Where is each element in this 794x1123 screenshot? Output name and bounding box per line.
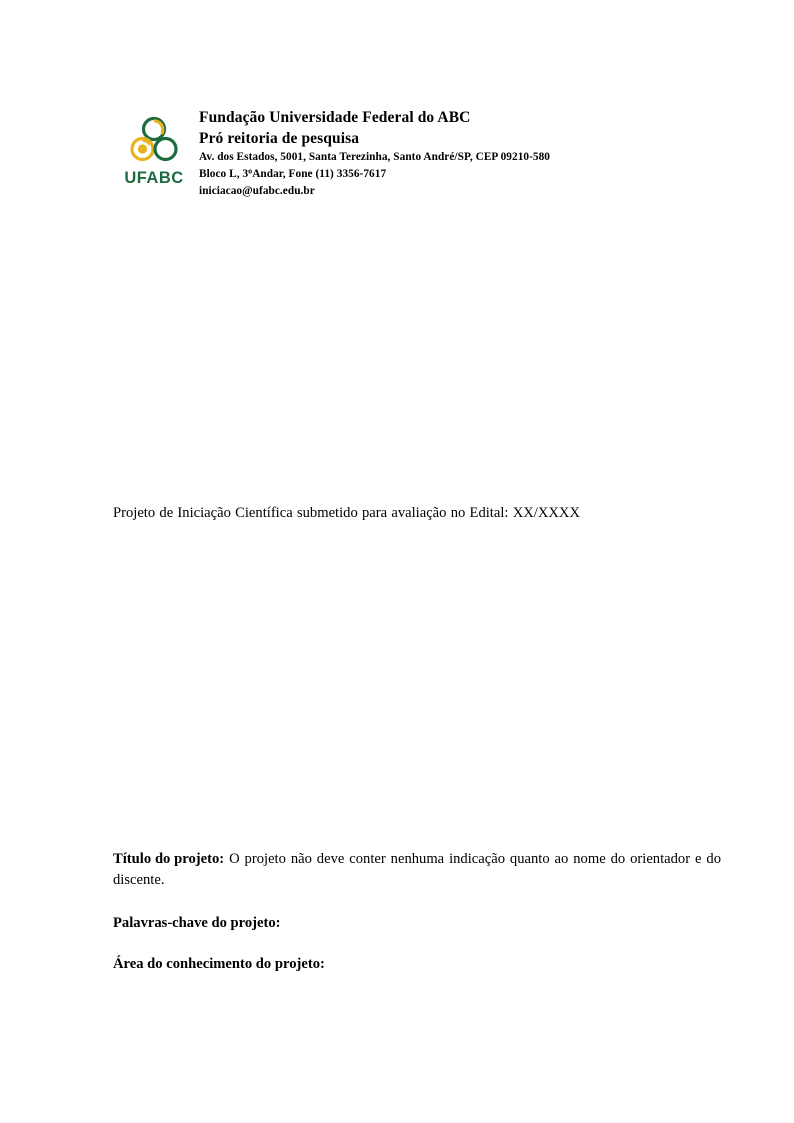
project-title-field bbox=[113, 849, 721, 891]
project-keywords-field bbox=[113, 913, 721, 934]
address-line-2 bbox=[199, 166, 550, 183]
project-title-label: Título do projeto: bbox=[113, 851, 225, 867]
logo-wordmark: UFABC bbox=[124, 169, 184, 187]
address-line-2-prefix: Bloco L, 3 bbox=[199, 168, 249, 180]
logo-block bbox=[113, 108, 195, 188]
institution-name: Fundação Universidade Federal do ABC bbox=[199, 109, 471, 126]
project-area-field bbox=[113, 954, 721, 975]
letterhead-text bbox=[195, 108, 550, 200]
project-title-paragraph bbox=[113, 849, 721, 891]
address-line-1: Av. dos Estados, 5001, Santa Terezinha, Santo André/SP, CEP 09210-580 bbox=[199, 151, 551, 163]
address-line-2-ordinal: o bbox=[248, 166, 253, 176]
edital-submission-line: Projeto de Iniciação Científica submetido para avaliação no Edital: XX/XXXX bbox=[113, 505, 580, 521]
letterhead bbox=[113, 108, 550, 200]
ufabc-three-circles-logo-icon bbox=[123, 116, 185, 168]
department-name: Pró reitoria de pesquisa bbox=[199, 130, 360, 147]
contact-email: iniciacao@ufabc.edu.br bbox=[199, 185, 315, 197]
project-title-value: O projeto não deve conter nenhuma indicação quanto ao nome do orientador e do discente. bbox=[113, 851, 721, 888]
project-area-label: Área do conhecimento do projeto: bbox=[113, 956, 325, 972]
project-keywords-label: Palavras-chave do projeto: bbox=[113, 915, 281, 931]
project-fields bbox=[113, 849, 721, 995]
address-line-2-suffix: Andar, Fone (11) 3356-7617 bbox=[252, 168, 387, 180]
